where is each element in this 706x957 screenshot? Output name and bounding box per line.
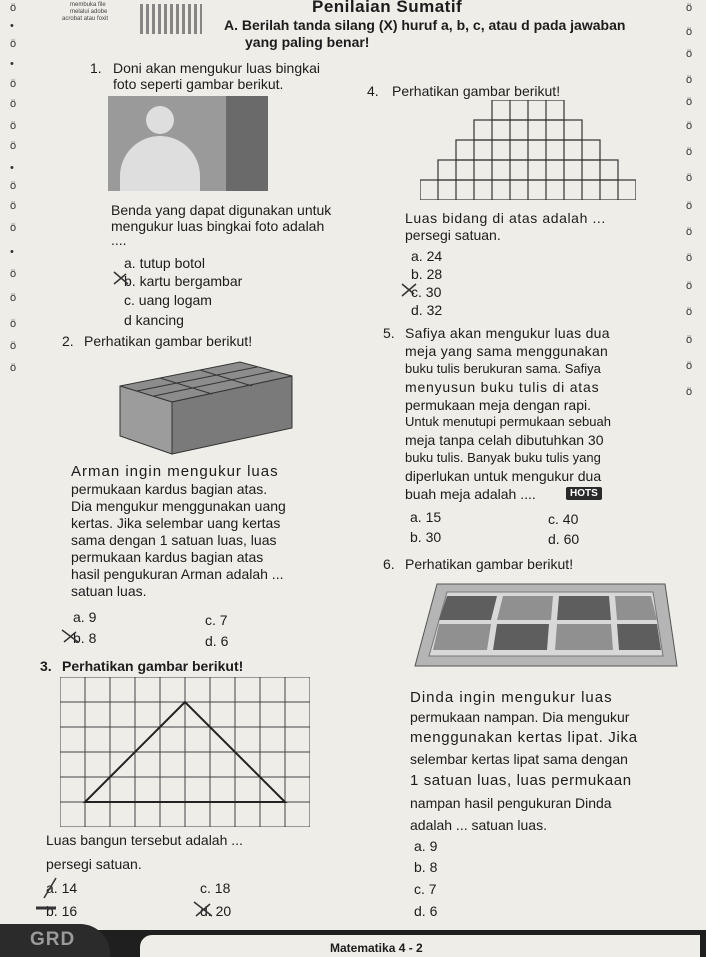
q5-text-1: meja yang sama menggunakan bbox=[405, 343, 609, 359]
q3-grid-figure bbox=[60, 677, 310, 827]
q2-option-b[interactable]: b. 8 bbox=[73, 630, 97, 646]
q5-text-0: Safiya akan mengukur luas dua bbox=[405, 325, 610, 341]
q5-text-5: Untuk menutupi permukaan sebuah bbox=[405, 414, 611, 429]
cardboard-box-image bbox=[110, 354, 300, 458]
q1-number: 1. bbox=[90, 60, 102, 76]
q1-option-d[interactable]: d kancing bbox=[124, 312, 184, 328]
q1-prompt2: mengukur luas bingkai foto adalah bbox=[111, 218, 325, 234]
q6-title: Perhatikan gambar berikut! bbox=[405, 556, 574, 572]
q2-option-c[interactable]: c. 7 bbox=[205, 612, 228, 628]
q6-option-a[interactable]: a. 9 bbox=[414, 838, 438, 854]
q5-option-a[interactable]: a. 15 bbox=[410, 509, 442, 525]
q4-prompt1: Luas bidang di atas adalah ... bbox=[405, 210, 606, 226]
q2-text-0: Arman ingin mengukur luas bbox=[71, 463, 279, 480]
q4-prompt2: persegi satuan. bbox=[405, 227, 501, 243]
q1-prompt1: Benda yang dapat digunakan untuk bbox=[111, 202, 332, 218]
q2-number: 2. bbox=[62, 333, 74, 349]
answer-mark-q3b bbox=[34, 900, 58, 916]
q5-text-2: buku tulis berukuran sama. Safiya bbox=[405, 361, 601, 376]
section-instruction-2: yang paling benar! bbox=[245, 34, 370, 50]
q4-title: Perhatikan gambar berikut! bbox=[392, 83, 561, 99]
q2-text-3: kertas. Jika selembar uang kertas bbox=[71, 515, 281, 531]
q5-option-b[interactable]: b. 30 bbox=[410, 529, 442, 545]
tray-image bbox=[413, 578, 679, 670]
page-title: Penilaian Sumatif bbox=[312, 0, 463, 16]
q2-text-7: satuan luas. bbox=[71, 583, 147, 599]
q2-text-4: sama dengan 1 satuan luas, luas bbox=[71, 532, 277, 548]
person-body-icon bbox=[120, 136, 200, 191]
q6-option-c[interactable]: c. 7 bbox=[414, 881, 437, 897]
q2-option-d[interactable]: d. 6 bbox=[205, 633, 229, 649]
q6-option-b[interactable]: b. 8 bbox=[414, 859, 438, 875]
q4-option-b[interactable]: b. 28 bbox=[411, 266, 443, 282]
q3-prompt2: persegi satuan. bbox=[46, 856, 142, 872]
q3-option-a[interactable]: a. 14 bbox=[46, 880, 78, 896]
person-head-icon bbox=[146, 106, 174, 134]
q5-option-d[interactable]: d. 60 bbox=[548, 531, 580, 547]
q3-title: Perhatikan gambar berikut! bbox=[62, 658, 244, 674]
q4-number: 4. bbox=[367, 83, 379, 99]
q6-text-2: menggunakan kertas lipat. Jika bbox=[410, 729, 638, 746]
answer-mark-q3 bbox=[40, 876, 60, 900]
q5-number: 5. bbox=[383, 325, 395, 341]
q2-option-a[interactable]: a. 9 bbox=[73, 609, 97, 625]
answer-mark-q4 bbox=[400, 282, 418, 298]
footer-subject: Matematika 4 - 2 bbox=[330, 941, 423, 955]
answer-mark-q2 bbox=[60, 628, 80, 644]
q1-line1: Doni akan mengukur luas bingkai bbox=[113, 60, 321, 76]
q2-text-1: permukaan kardus bagian atas. bbox=[71, 481, 268, 497]
q1-line2: foto seperti gambar berikut. bbox=[113, 76, 284, 92]
q5-text-6: meja tanpa celah dibutuhkan 30 bbox=[405, 432, 604, 448]
hots-badge: HOTS bbox=[566, 487, 602, 500]
q6-text-0: Dinda ingin mengukur luas bbox=[410, 689, 613, 706]
q1-option-b[interactable]: b. kartu bergambar bbox=[124, 273, 243, 289]
q4-option-a[interactable]: a. 24 bbox=[411, 248, 443, 264]
note-line-2: melalui adobe bbox=[70, 9, 108, 15]
q6-text-6: adalah ... satuan luas. bbox=[410, 817, 547, 833]
photo-shadow bbox=[226, 96, 268, 191]
q5-text-3: menyusun buku tulis di atas bbox=[405, 379, 600, 395]
right-binding-dots: ö ö ö ö ö ö ö ö ö ö ö ö ö ö ö ö bbox=[686, 2, 693, 398]
q3-option-d[interactable]: d. 20 bbox=[200, 903, 232, 919]
q5-text-4: permukaan meja dengan rapi. bbox=[405, 397, 592, 413]
q6-text-3: selembar kertas lipat sama dengan bbox=[410, 751, 628, 767]
q6-number: 6. bbox=[383, 556, 395, 572]
note-line-3: acrobat atau foxit bbox=[62, 16, 109, 22]
q5-text-8: diperlukan untuk mengukur dua bbox=[405, 468, 602, 484]
q3-number: 3. bbox=[40, 658, 52, 674]
q6-text-4: 1 satuan luas, luas permukaan bbox=[410, 772, 632, 789]
section-instruction: A. Berilah tanda silang (X) huruf a, b, c, atau d pada jawaban bbox=[224, 17, 626, 33]
q5-text-9: buah meja adalah .... bbox=[405, 486, 536, 502]
q2-title: Perhatikan gambar berikut! bbox=[84, 333, 253, 349]
q1-prompt3: .... bbox=[111, 232, 127, 248]
q6-text-1: permukaan nampan. Dia mengukur bbox=[410, 709, 630, 725]
note-line-1: membuka file bbox=[70, 2, 106, 8]
answer-mark-q3c bbox=[192, 900, 214, 918]
q6-text-5: nampan hasil pengukuran Dinda bbox=[410, 795, 612, 811]
q3-prompt1: Luas bangun tersebut adalah ... bbox=[46, 832, 243, 848]
q2-text-6: hasil pengukuran Arman adalah ... bbox=[71, 566, 284, 582]
q5-text-7: buku tulis. Banyak buku tulis yang bbox=[405, 450, 601, 465]
footer-grade-label: GRD bbox=[30, 929, 76, 950]
photo-frame-image bbox=[108, 96, 268, 191]
q3-option-c[interactable]: c. 18 bbox=[200, 880, 231, 896]
q3-option-b[interactable]: b. 16 bbox=[46, 903, 78, 919]
q6-option-d[interactable]: d. 6 bbox=[414, 903, 438, 919]
q1-option-c[interactable]: c. uang logam bbox=[124, 292, 212, 308]
left-binding-dots: ö • ö • ö ö ö ö • ö ö ö • ö ö ö ö ö bbox=[10, 2, 17, 374]
q4-option-c[interactable]: c. 30 bbox=[411, 284, 442, 300]
q5-option-c[interactable]: c. 40 bbox=[548, 511, 579, 527]
q4-option-d[interactable]: d. 32 bbox=[411, 302, 443, 318]
qr-code-icon bbox=[140, 4, 202, 34]
q2-text-2: Dia mengukur menggunakan uang bbox=[71, 498, 286, 514]
q4-staircase-figure bbox=[420, 100, 636, 200]
q1-option-a[interactable]: a. tutup botol bbox=[124, 255, 205, 271]
answer-mark-q1 bbox=[112, 270, 130, 286]
q2-text-5: permukaan kardus bagian atas bbox=[71, 549, 264, 565]
